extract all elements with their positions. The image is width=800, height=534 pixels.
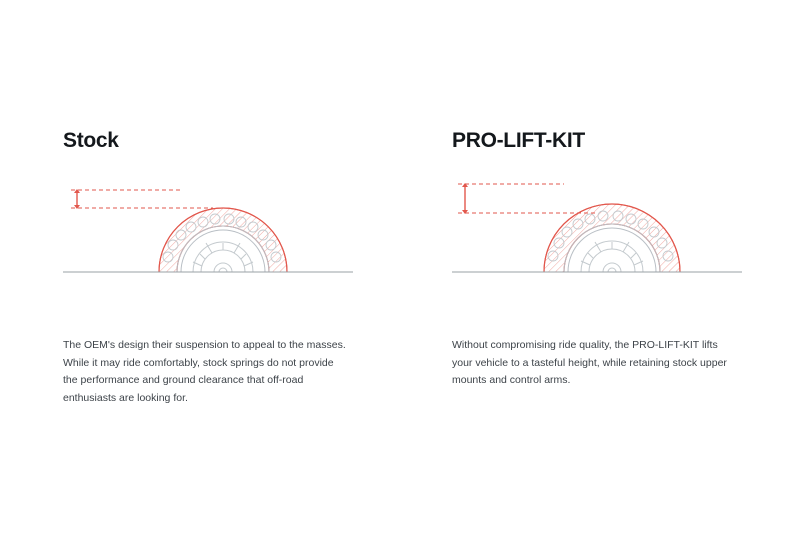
page-title-stock: Stock xyxy=(63,129,119,152)
panel-description-stock: The OEM's design their suspension to appeal to the masses. While it may ride comfortably, stock springs do not provide the performance and ground clearance that off-road enthusiasts are looking for. xyxy=(63,339,346,404)
tire-cross-section xyxy=(544,204,680,272)
page-title-pro-lift-kit: PRO-LIFT-KIT xyxy=(452,129,585,152)
figure-stock xyxy=(63,177,353,317)
panel-stock xyxy=(63,130,353,418)
panel-description-pro-lift-kit: Without compromising ride quality, the PRO-LIFT-KIT lifts your vehicle to a tasteful height, while retaining stock upper mounts and control arms. xyxy=(452,339,727,386)
figure-pro-lift-kit xyxy=(452,177,742,317)
panel-pro-lift-kit xyxy=(452,130,742,400)
